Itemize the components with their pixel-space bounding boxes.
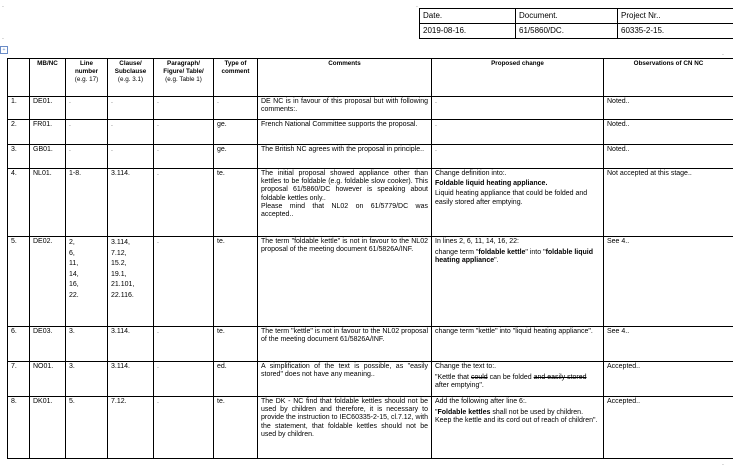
- mb-code: DK01.: [30, 397, 66, 459]
- mb-code: NL01.: [30, 169, 66, 237]
- table-row: [8, 120, 733, 145]
- line-cell: [66, 237, 108, 327]
- line-item: 16,: [69, 281, 79, 288]
- comments-table: [7, 58, 733, 459]
- mb-code: DE03.: [30, 327, 66, 362]
- para-cell: .: [154, 169, 214, 237]
- table-row: [8, 362, 733, 397]
- row-number: 4.: [8, 169, 30, 237]
- mb-code: DE02.: [30, 237, 66, 327]
- proposed-cell: [432, 237, 604, 327]
- table-row: [8, 169, 733, 237]
- observation-cell: Noted..: [604, 97, 733, 120]
- pilcrow-mark-right: .: [722, 50, 724, 57]
- comment-cell: DE NC is in favour of this proposal but with following comments:.: [258, 97, 432, 120]
- observation-cell: Noted..: [604, 120, 733, 145]
- para-cell: .: [154, 397, 214, 459]
- col-clause-header: Clause/ Subclause (e.g. 3.1): [108, 59, 154, 97]
- row-number: 6.: [8, 327, 30, 362]
- line-cell: .: [66, 97, 108, 120]
- mb-code: FR01.: [30, 120, 66, 145]
- mb-code: NO01.: [30, 362, 66, 397]
- proposed-change-text: "Foldable kettles shall not be used by children. Keep the kettle and its cord out of reach of children".: [435, 409, 598, 425]
- document-header: Document.: [516, 9, 618, 24]
- comment-cell: The DK - NC find that foldable kettles should not be used by children and therefore, it is necessary to provide the instruction to IEC60335-2-15, cl.7.12, with the statement, that foldable kettles should not be used by children.: [258, 397, 432, 459]
- row-number: 8.: [8, 397, 30, 459]
- proposed-change-text: change term "foldable kettle" into "foldable liquid heating appliance".: [435, 249, 594, 265]
- table-row: [8, 97, 733, 120]
- clause-item: 21.101,: [111, 281, 135, 288]
- col-comments-header: Comments: [258, 59, 432, 97]
- clause-cell: .: [108, 145, 154, 169]
- row-number: 5.: [8, 237, 30, 327]
- clause-cell: 3.114.: [108, 362, 154, 397]
- para-cell: .: [154, 145, 214, 169]
- observation-cell: See 4..: [604, 237, 733, 327]
- para-cell: .: [154, 237, 214, 327]
- clause-cell: 7.12.: [108, 397, 154, 459]
- proposed-term: Foldable liquid heating appliance.: [435, 180, 548, 188]
- col-num-header: [8, 59, 30, 97]
- project-value: 60335-2-15.: [618, 24, 733, 39]
- line-cell: 5.: [66, 397, 108, 459]
- row-number: 2.: [8, 120, 30, 145]
- header-row: [8, 59, 733, 97]
- line-cell: 3.: [66, 327, 108, 362]
- mb-code: DE01.: [30, 97, 66, 120]
- proposed-cell: change term "kettle" into "liquid heating appliance".: [432, 327, 604, 362]
- type-cell: te.: [214, 327, 258, 362]
- line-item: 11,: [69, 260, 79, 267]
- comment-text: The initial proposal showed appliance other than kettles to be foldable (e.g. foldable slow cooker). This proposal 61/5860/DC however is speaking about foldable kettles only..: [261, 170, 428, 202]
- proposed-text: Change the text to:.: [435, 363, 497, 370]
- line-cell: 1-8.: [66, 169, 108, 237]
- row-number: 3.: [8, 145, 30, 169]
- type-cell: ge.: [214, 145, 258, 169]
- line-item: 22.: [69, 291, 79, 299]
- mb-code: GB01.: [30, 145, 66, 169]
- table-move-handle-icon[interactable]: +: [0, 46, 8, 54]
- comment-cell: [258, 169, 432, 237]
- row-number: 1.: [8, 97, 30, 120]
- line-cell: 3.: [66, 362, 108, 397]
- pilcrow-mark-meta: .: [416, 2, 418, 9]
- proposed-text: In lines 2, 6, 11, 14, 16, 22:: [435, 238, 519, 245]
- clause-item: 22.116.: [111, 291, 134, 299]
- clause-item: 19.1,: [111, 270, 127, 278]
- proposed-cell: .: [432, 97, 604, 120]
- col-line-header: Line number (e.g. 17): [66, 59, 108, 97]
- proposed-cell: .: [432, 120, 604, 145]
- pilcrow-mark-1: .: [2, 34, 4, 41]
- para-cell: .: [154, 327, 214, 362]
- clause-cell: 3.114.: [108, 327, 154, 362]
- clause-cell: [108, 237, 154, 327]
- type-cell: te.: [214, 397, 258, 459]
- pilcrow-mark-bottom: .: [722, 460, 724, 467]
- type-cell: te.: [214, 237, 258, 327]
- proposed-cell: [432, 397, 604, 459]
- clause-item: 15.2,: [111, 260, 127, 267]
- proposed-text: Add the following after line 6:.: [435, 398, 527, 405]
- proposed-change-text: "Kettle that could can be folded and easily stored after emptying".: [435, 374, 587, 390]
- row-number: 7.: [8, 362, 30, 397]
- comment-cell: The term "foldable kettle" is not in favour to the NL02 proposal of the meeting document 61/5826A/INF.: [258, 237, 432, 327]
- document-meta-table: [419, 8, 733, 39]
- table-row: [8, 145, 733, 169]
- clause-item: 7.12,: [111, 249, 127, 257]
- pilcrow-mark-top: .: [2, 2, 4, 9]
- type-cell: ge.: [214, 120, 258, 145]
- para-cell: .: [154, 362, 214, 397]
- proposed-cell: .: [432, 145, 604, 169]
- project-header: Project Nr..: [618, 9, 733, 24]
- comment-cell: The British NC agrees with the proposal in principle..: [258, 145, 432, 169]
- document-value: 61/5860/DC.: [516, 24, 618, 39]
- date-header: Date.: [420, 9, 516, 24]
- clause-cell: .: [108, 120, 154, 145]
- observation-cell: Accepted..: [604, 362, 733, 397]
- table-row: [8, 237, 733, 327]
- comment-text-2: Please mind that NL02 on 61/5779/DC was accepted..: [261, 202, 428, 219]
- comment-cell: A simplification of the text is possible, as "easily stored" does not have any meaning..: [258, 362, 432, 397]
- observation-cell: Noted..: [604, 145, 733, 169]
- line-item: 2,: [69, 239, 75, 246]
- line-cell: .: [66, 145, 108, 169]
- type-cell: ed.: [214, 362, 258, 397]
- observation-cell: Accepted..: [604, 397, 733, 459]
- col-type-header: Type of comment: [214, 59, 258, 97]
- clause-cell: 3.114.: [108, 169, 154, 237]
- type-cell: te.: [214, 169, 258, 237]
- comment-cell: French National Committee supports the proposal.: [258, 120, 432, 145]
- clause-cell: .: [108, 97, 154, 120]
- observation-cell: See 4..: [604, 327, 733, 362]
- clause-item: 3.114,: [111, 239, 130, 246]
- comment-cell: The term "kettle" is not in favour to the NL02 proposal of the meeting document 61/5826A/INF.: [258, 327, 432, 362]
- table-row: [8, 397, 733, 459]
- col-observations-header: Observations of CN NC: [604, 59, 733, 97]
- col-para-header: Paragraph/ Figure/ Table/ (e.g. Table 1): [154, 59, 214, 97]
- proposed-cell: [432, 362, 604, 397]
- table-row: [8, 327, 733, 362]
- line-item: 14,: [69, 270, 79, 278]
- col-mbnc-header: MB/NC: [30, 59, 66, 97]
- observation-cell: Not accepted at this stage..: [604, 169, 733, 237]
- para-cell: .: [154, 120, 214, 145]
- line-item: 6,: [69, 249, 75, 257]
- type-cell: .: [214, 97, 258, 120]
- line-cell: .: [66, 120, 108, 145]
- proposed-text: Change definition into:.: [435, 170, 507, 177]
- proposed-definition: Liquid heating appliance that could be folded and easily stored after emptying.: [435, 190, 588, 206]
- date-value: 2019-08-16.: [420, 24, 516, 39]
- col-proposed-header: Proposed change: [432, 59, 604, 97]
- para-cell: .: [154, 97, 214, 120]
- proposed-cell: [432, 169, 604, 237]
